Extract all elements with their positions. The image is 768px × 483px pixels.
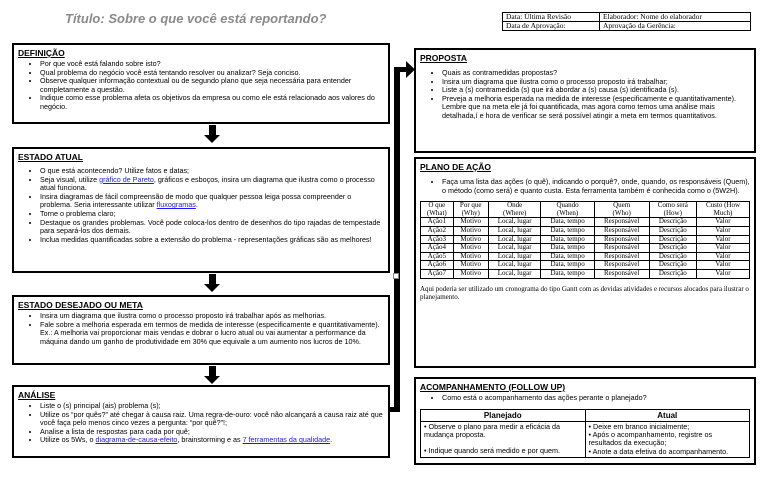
action-plan-table	[420, 201, 750, 278]
table-cell: Valor	[697, 261, 750, 270]
list-item: • Como está o acompanhamento das ações perante o planejado?	[442, 394, 750, 403]
atual-line: • Anote a data efetiva do acompanhamento.	[588, 446, 729, 456]
table-cell: Data, tempo	[541, 235, 594, 244]
table-cell: Data, tempo	[541, 226, 594, 235]
proposta-section	[414, 48, 756, 153]
analise-list	[18, 402, 384, 445]
list-item: • Fale sobre a melhoria esperada em termos de medida de interesse (especificamente e quantitativamente). Ex.: A melhoria vai proporcionar mais vendas e dobrar o lucro atual ou vai aumentar a performance da máquina dando um ganho de produtividade em 30% que equivale a um aumento nos lucros de 10%.	[40, 321, 384, 347]
list-item: • Faça uma lista das ações (o quê), indicando o porquê?, onde, quando, os responsáveis (Quem), o método (como será) e quanto custa. Esta ferramenta também é conhecida como o (5W2H).	[442, 178, 750, 195]
list-item: • Quais as contramedidas propostas?	[442, 69, 750, 78]
column-header: Onde (Where)	[488, 202, 541, 218]
analise-heading: ANÁLISE	[18, 390, 56, 400]
table-cell: Descrição	[649, 252, 696, 261]
table-cell: Motivo	[453, 235, 488, 244]
table-cell: Responsável	[594, 235, 649, 244]
fluxogramas-link[interactable]: fluxogramas	[156, 200, 196, 210]
table-cell: Responsável	[594, 244, 649, 253]
analise-section	[12, 385, 390, 458]
table-cell: Valor	[697, 252, 750, 261]
table-cell: Valor	[697, 218, 750, 227]
pareto-link[interactable]: gráfico de Pareto	[99, 174, 154, 184]
table-cell: Data, tempo	[541, 218, 594, 227]
atual-line: • Após o acompanhamento, registre os resultados da execução;	[588, 430, 713, 448]
last-revision-cell: Data: Última Revisão	[503, 13, 600, 22]
list-item: • O que está acontecendo? Utilize fatos e datas;	[40, 167, 384, 176]
table-cell: Ação4	[421, 244, 454, 253]
column-header: Custo (How Much)	[697, 202, 750, 218]
list-item: • Utilize os 5Ws, o diagrama-de-causa-efeito, brainstorming e as 7 ferramentas da qualidade.	[40, 436, 384, 445]
list-item: • Inclua medidas quantificadas sobre a extensão do problema - representações gráficas são as melhores!	[40, 236, 384, 245]
table-cell: Local, lugar	[488, 269, 541, 278]
table-cell: Ação3	[421, 235, 454, 244]
list-item: • Seja visual, utilize gráfico de Pareto, gráficos e esboços, insira um diagrama que ilustra como o processo atual funciona.	[40, 176, 384, 193]
definicao-list	[18, 60, 384, 112]
table-cell: Motivo	[453, 269, 488, 278]
table-cell: Valor	[697, 235, 750, 244]
estado-desejado-list	[18, 312, 384, 346]
table-cell: Ação7	[421, 269, 454, 278]
estado-atual-heading: ESTADO ATUAL	[18, 152, 84, 162]
table-header-row	[421, 202, 750, 218]
list-item: • Destaque os grandes problemas. Você pode coloca-los dentro de desenhos do tipo rajadas de tempestade para separá-los dos demais.	[40, 219, 384, 236]
table-cell: Responsável	[594, 226, 649, 235]
list-item: • Observe qualquer informação contextual ou de segundo plano que seja necessária para entender completamente a questão.	[40, 77, 384, 94]
manager-approval-cell: Aprovação da Gerência:	[600, 22, 751, 31]
table-row	[421, 226, 750, 235]
gantt-note: Aqui poderia ser utilizado um cronograma do tipo Gantt com as devidas atividades e recursos alocados para ilustrar o planejamento.	[420, 284, 749, 302]
proposta-heading: PROPOSTA	[420, 53, 468, 63]
table-cell: Motivo	[453, 252, 488, 261]
table-cell: Data, tempo	[541, 252, 594, 261]
table-cell: Descrição	[649, 269, 696, 278]
table-cell: Local, lugar	[488, 261, 541, 270]
acompanhamento-section	[414, 377, 756, 465]
table-cell: Local, lugar	[488, 226, 541, 235]
table-cell: Local, lugar	[488, 235, 541, 244]
table-cell: Motivo	[453, 261, 488, 270]
list-item: • Liste a (s) contramedida (s) que irá abordar a (s) causa (s) identificada (s).	[442, 86, 750, 95]
column-header: Por que (Why)	[453, 202, 488, 218]
table-cell: Local, lugar	[488, 218, 541, 227]
list-item: • Insira diagramas de fácil compreensão de modo que qualquer pessoa leiga possa compreender o problema. Seria interessante utilizar fluxogramas.	[40, 193, 384, 210]
definicao-section	[12, 43, 390, 124]
revision-table	[502, 12, 751, 31]
follow-up-table	[420, 409, 750, 459]
proposta-list	[420, 69, 750, 121]
estado-desejado-heading: ESTADO DESEJADO OU META	[18, 300, 143, 310]
table-cell: Motivo	[453, 226, 488, 235]
planejado-cell	[421, 421, 586, 458]
planejado-line: • Observe o plano para medir a eficácia da mudança proposta.	[424, 421, 560, 439]
list-item: • Insira um diagrama que ilustra como o processo proposto irá trabalhar após as melhorias.	[40, 312, 384, 321]
table-cell: Descrição	[649, 226, 696, 235]
acompanhamento-list	[420, 394, 750, 403]
table-cell: Responsável	[594, 261, 649, 270]
table-cell: Descrição	[649, 244, 696, 253]
table-cell: Ação5	[421, 252, 454, 261]
table-row	[421, 244, 750, 253]
table-cell: Valor	[697, 269, 750, 278]
list-item: • Indique como esse problema afeta os objetivos da empresa ou como ele está relacionado aos valores do negócio.	[40, 94, 384, 111]
plano-list	[420, 178, 750, 195]
table-row	[421, 269, 750, 278]
column-header: Quem (Who)	[594, 202, 649, 218]
title-label: Título:	[65, 11, 109, 26]
column-header: Quando (When)	[541, 202, 594, 218]
author-cell: Elaborador: Nome do elaborador	[600, 13, 751, 22]
handle-marker	[393, 273, 399, 279]
column-header: Atual	[585, 409, 750, 421]
list-item: • Liste o (s) principal (ais) problema (s);	[40, 402, 384, 411]
table-cell: Descrição	[649, 218, 696, 227]
table-cell: Local, lugar	[488, 252, 541, 261]
ferramentas-qualidade-link[interactable]: 7 ferramentas da qualidade	[242, 435, 331, 445]
list-item: • Torne o problema claro;	[40, 210, 384, 219]
plano-heading: PLANO DE AÇÃO	[420, 162, 491, 172]
table-cell: Data, tempo	[541, 244, 594, 253]
approval-date-cell: Data de Aprovação:	[503, 22, 600, 31]
list-item: • Analise a lista de respostas para cada por quê;	[40, 428, 384, 437]
table-cell: Descrição	[649, 235, 696, 244]
table-cell: Motivo	[453, 218, 488, 227]
table-cell: Responsável	[594, 218, 649, 227]
list-item: • Qual problema do negócio você está tentando resolver ou analizar? Seja conciso.	[40, 69, 384, 78]
acompanhamento-heading: ACOMPANHAMENTO (FOLLOW UP)	[420, 382, 566, 392]
page-title	[65, 11, 326, 26]
column-header: Planejado	[421, 409, 586, 421]
table-cell: Motivo	[453, 244, 488, 253]
list-item: • Preveja a melhoria esperada na medida de interesse (especificamente e quantitativamente). Lembre que na meta ele já foi quantificada, mas agora como temos uma análise mais detalhada,í e hora de verificar se será possível atingir a meta em termos quantitativos.	[442, 95, 750, 121]
estado-atual-list	[18, 167, 384, 244]
list-item: • Insira um diagrama que ilustra como o processo proposto irá trabalhar;	[442, 78, 750, 87]
table-cell: Data, tempo	[541, 261, 594, 270]
definicao-heading: DEFINIÇÃO	[18, 48, 65, 58]
list-item: • Por que você está falando sobre isto?	[40, 60, 384, 69]
table-cell: Responsável	[594, 269, 649, 278]
table-cell: Ação6	[421, 261, 454, 270]
table-cell: Descrição	[649, 261, 696, 270]
column-header: O que (What)	[421, 202, 454, 218]
table-cell: Valor	[697, 226, 750, 235]
table-cell: Local, lugar	[488, 244, 541, 253]
table-cell: Responsável	[594, 252, 649, 261]
estado-atual-section	[12, 147, 390, 273]
table-cell: Valor	[697, 244, 750, 253]
causa-efeito-link[interactable]: diagrama-de-causa-efeito	[95, 435, 178, 445]
estado-desejado-section	[12, 295, 390, 365]
list-item: • Utilize os “por quês?” até chegar à causa raiz. Uma regra-de-ouro: você não alcançará a causa raiz até que você faça pelo menos cinco vezes a pergunta: “por quê?”!;	[40, 411, 384, 428]
plano-section	[414, 157, 756, 368]
planejado-line: • Indique quando será medido e por quem.	[424, 446, 560, 456]
table-cell: Data, tempo	[541, 269, 594, 278]
column-header: Como será (How)	[649, 202, 696, 218]
table-cell: Ação2	[421, 226, 454, 235]
title-text: Sobre o que você está reportando?	[108, 11, 327, 26]
atual-cell	[585, 421, 750, 458]
atual-line: • Deixe em branco inicialmente;	[588, 421, 690, 431]
table-cell: Ação1	[421, 218, 454, 227]
